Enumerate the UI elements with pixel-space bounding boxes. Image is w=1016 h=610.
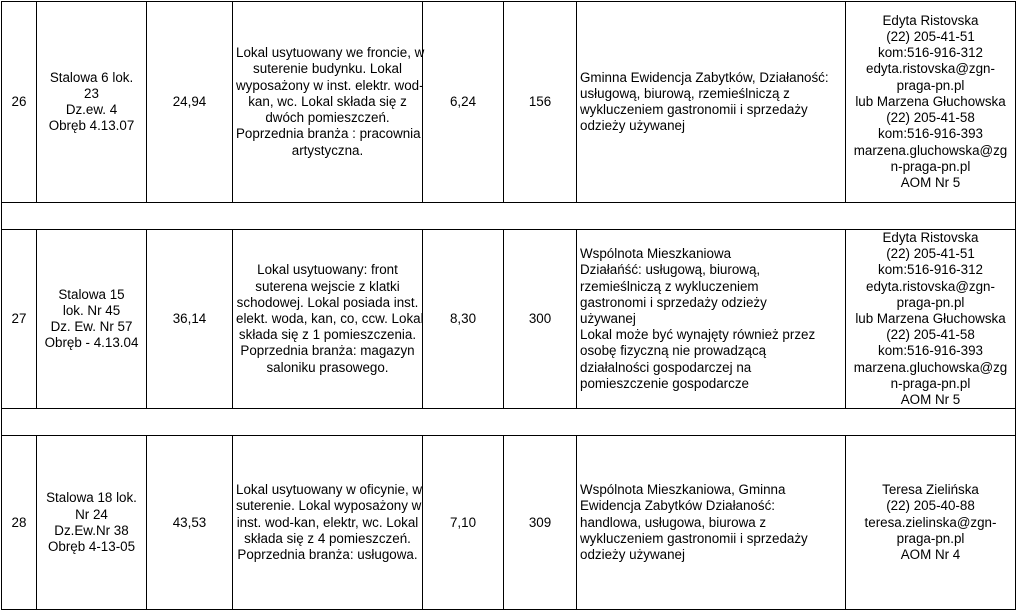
description-line: dwóch pomieszczeń. xyxy=(265,110,390,126)
contact-email[interactable]: praga-pn.pl xyxy=(896,77,965,93)
rent-cell: 156 xyxy=(504,2,577,203)
activity-line: wykluczeniem gastronomii i sprzedaży xyxy=(580,102,808,117)
activity-line: wykluczeniem gastronomii i sprzedaży xyxy=(580,530,808,546)
address-line: Nr 24 xyxy=(75,506,108,522)
address-line: 23 xyxy=(84,85,99,101)
activity-cell xyxy=(577,436,846,610)
contact-email[interactable]: edyta.ristovska@zgn- xyxy=(866,278,995,294)
contact-name: Edyta Ristovska xyxy=(882,230,979,245)
contact-email[interactable]: n-praga-pn.pl xyxy=(890,375,971,391)
row-number: 26 xyxy=(2,2,37,203)
contact-email[interactable]: n-praga-pn.pl xyxy=(890,158,971,174)
table-row xyxy=(2,436,1016,610)
activity-line: działalności gospodarczej na xyxy=(580,359,752,375)
row-spacer xyxy=(2,409,1016,436)
address-cell xyxy=(37,230,147,409)
contact-email[interactable]: marzena.gluchowska@zg xyxy=(853,142,1008,158)
description-line: Lokal usytuowany w oficynie, w xyxy=(236,482,423,498)
contact-office: AOM Nr 5 xyxy=(900,174,961,190)
contact-office: AOM Nr 5 xyxy=(900,392,961,408)
contact-email[interactable]: praga-pn.pl xyxy=(896,530,965,546)
description-cell xyxy=(233,230,423,409)
description-line: schodowej. Lokal posiada inst. xyxy=(236,294,419,310)
address-cell xyxy=(37,2,147,203)
description-line: suterena wejscie z klatki xyxy=(255,278,400,294)
address-line: Stalowa 18 lok. xyxy=(46,490,137,506)
description-line: saloniku prasowego. xyxy=(266,359,389,375)
address-line: Stalowa 6 lok. xyxy=(49,69,134,85)
contact-office: AOM Nr 4 xyxy=(900,547,961,563)
address-line: Stalowa 15 xyxy=(58,286,125,302)
activity-line: odzieży używanej xyxy=(580,118,685,134)
activity-line: Działańść: usługową, biurową, xyxy=(580,262,761,278)
description-line: składa się z 1 pomieszczenia. xyxy=(238,327,417,343)
activity-line: usługową, biurową, rzemieślniczą z xyxy=(580,85,790,101)
contact-email[interactable]: edyta.ristovska@zgn- xyxy=(866,61,995,77)
area-cell: 24,94 xyxy=(147,2,233,203)
activity-line: Wspólnota Mieszkaniowa xyxy=(580,246,732,262)
activity-cell xyxy=(577,230,846,409)
description-line: Lokal usytuowany: front xyxy=(257,262,398,278)
activity-line: Wspólnota Mieszkaniowa, Gminna xyxy=(580,482,786,498)
description-line: elekt. woda, kan, co, ccw. Lokal xyxy=(236,311,424,327)
row-number: 28 xyxy=(2,436,37,610)
description-line: suterenie budynku. Lokal xyxy=(253,61,402,77)
description-line: artystyczna. xyxy=(291,142,364,158)
activity-line: rzemieślniczą z wykluczeniem xyxy=(580,278,759,294)
rate-cell: 6,24 xyxy=(423,2,504,203)
contact-phone: (22) 205-41-58 xyxy=(886,110,975,126)
contact-phone: (22) 205-41-51 xyxy=(886,29,975,45)
contact-phone: (22) 205-41-58 xyxy=(886,327,975,343)
table-row xyxy=(2,2,1016,203)
activity-line: pomieszczenie gospodarcze xyxy=(580,375,749,391)
description-line: Poprzednia branża : pracownia xyxy=(236,126,421,142)
contact-mobile: kom:516-916-312 xyxy=(878,45,983,61)
activity-line: osobę fizyczną nie prowadzącą xyxy=(580,343,767,359)
contact-cell xyxy=(846,230,1016,409)
description-line: kan, wc. Lokal składa się z xyxy=(248,93,407,109)
address-line: Dz.ew. 4 xyxy=(65,102,118,117)
description-line: Lokal usytuowany we froncie, w xyxy=(236,45,425,61)
activity-cell xyxy=(577,2,846,203)
activity-line: używanej xyxy=(580,311,636,327)
contact-cell xyxy=(846,2,1016,203)
row-number: 27 xyxy=(2,230,37,409)
description-line: wyposażony w inst. elektr. wod- xyxy=(236,77,424,93)
contact-mobile: kom:516-916-393 xyxy=(878,126,983,142)
rent-cell: 309 xyxy=(504,436,577,610)
contact-email[interactable]: marzena.gluchowska@zg xyxy=(853,359,1008,375)
contact-email[interactable]: teresa.zielinska@zgn- xyxy=(864,514,997,530)
activity-line: Lokal może być wynajęty również przez xyxy=(580,327,816,343)
activity-line: odzieży używanej xyxy=(580,547,685,563)
address-line: lok. Nr 45 xyxy=(62,302,121,318)
address-line: Obręb 4-13-05 xyxy=(47,538,136,554)
contact-phone: (22) 205-41-51 xyxy=(886,246,975,262)
activity-line: Ewidencja Zabytków Działaność: xyxy=(580,498,775,514)
description-line: inst. wod-kan, elektr, wc. Lokal xyxy=(236,514,419,530)
address-line: Dz. Ew. Nr 57 xyxy=(50,319,133,335)
area-cell: 36,14 xyxy=(147,230,233,409)
description-line: Poprzednia branża: usługowa. xyxy=(237,547,418,563)
activity-line: Gminna Ewidencja Zabytków, Działaność: xyxy=(580,69,829,85)
contact-name: lub Marzena Głuchowska xyxy=(855,93,1006,109)
description-line: suterenie. Lokal wyposażony w xyxy=(236,498,422,514)
contact-name: Teresa Zielińska xyxy=(882,482,979,498)
listings-table xyxy=(1,1,1016,610)
description-cell xyxy=(233,436,423,610)
rate-cell: 8,30 xyxy=(423,230,504,409)
activity-line: gastronomi i sprzedaży odzieży xyxy=(580,294,767,310)
contact-name: lub Marzena Głuchowska xyxy=(855,311,1006,327)
rate-cell: 7,10 xyxy=(423,436,504,610)
address-line: Dz.Ew.Nr 38 xyxy=(54,522,129,538)
contact-mobile: kom:516-916-312 xyxy=(878,262,983,278)
rent-cell: 300 xyxy=(504,230,577,409)
description-line: Poprzednia branża: magazyn xyxy=(240,343,415,359)
activity-line: handlowa, usługowa, biurowa z xyxy=(580,514,767,530)
contact-email[interactable]: praga-pn.pl xyxy=(896,294,965,310)
address-line: Obręb 4.13.07 xyxy=(48,118,135,134)
contact-name: Edyta Ristovska xyxy=(882,12,979,28)
address-line: Obręb - 4.13.04 xyxy=(44,335,139,351)
contact-phone: (22) 205-40-88 xyxy=(886,498,975,514)
description-cell xyxy=(233,2,423,203)
address-cell xyxy=(37,436,147,610)
table-row xyxy=(2,230,1016,409)
row-spacer xyxy=(2,203,1016,230)
description-line: składa się z 4 pomieszczeń. xyxy=(244,530,411,546)
contact-mobile: kom:516-916-393 xyxy=(878,343,983,359)
contact-cell xyxy=(846,436,1016,610)
area-cell: 43,53 xyxy=(147,436,233,610)
